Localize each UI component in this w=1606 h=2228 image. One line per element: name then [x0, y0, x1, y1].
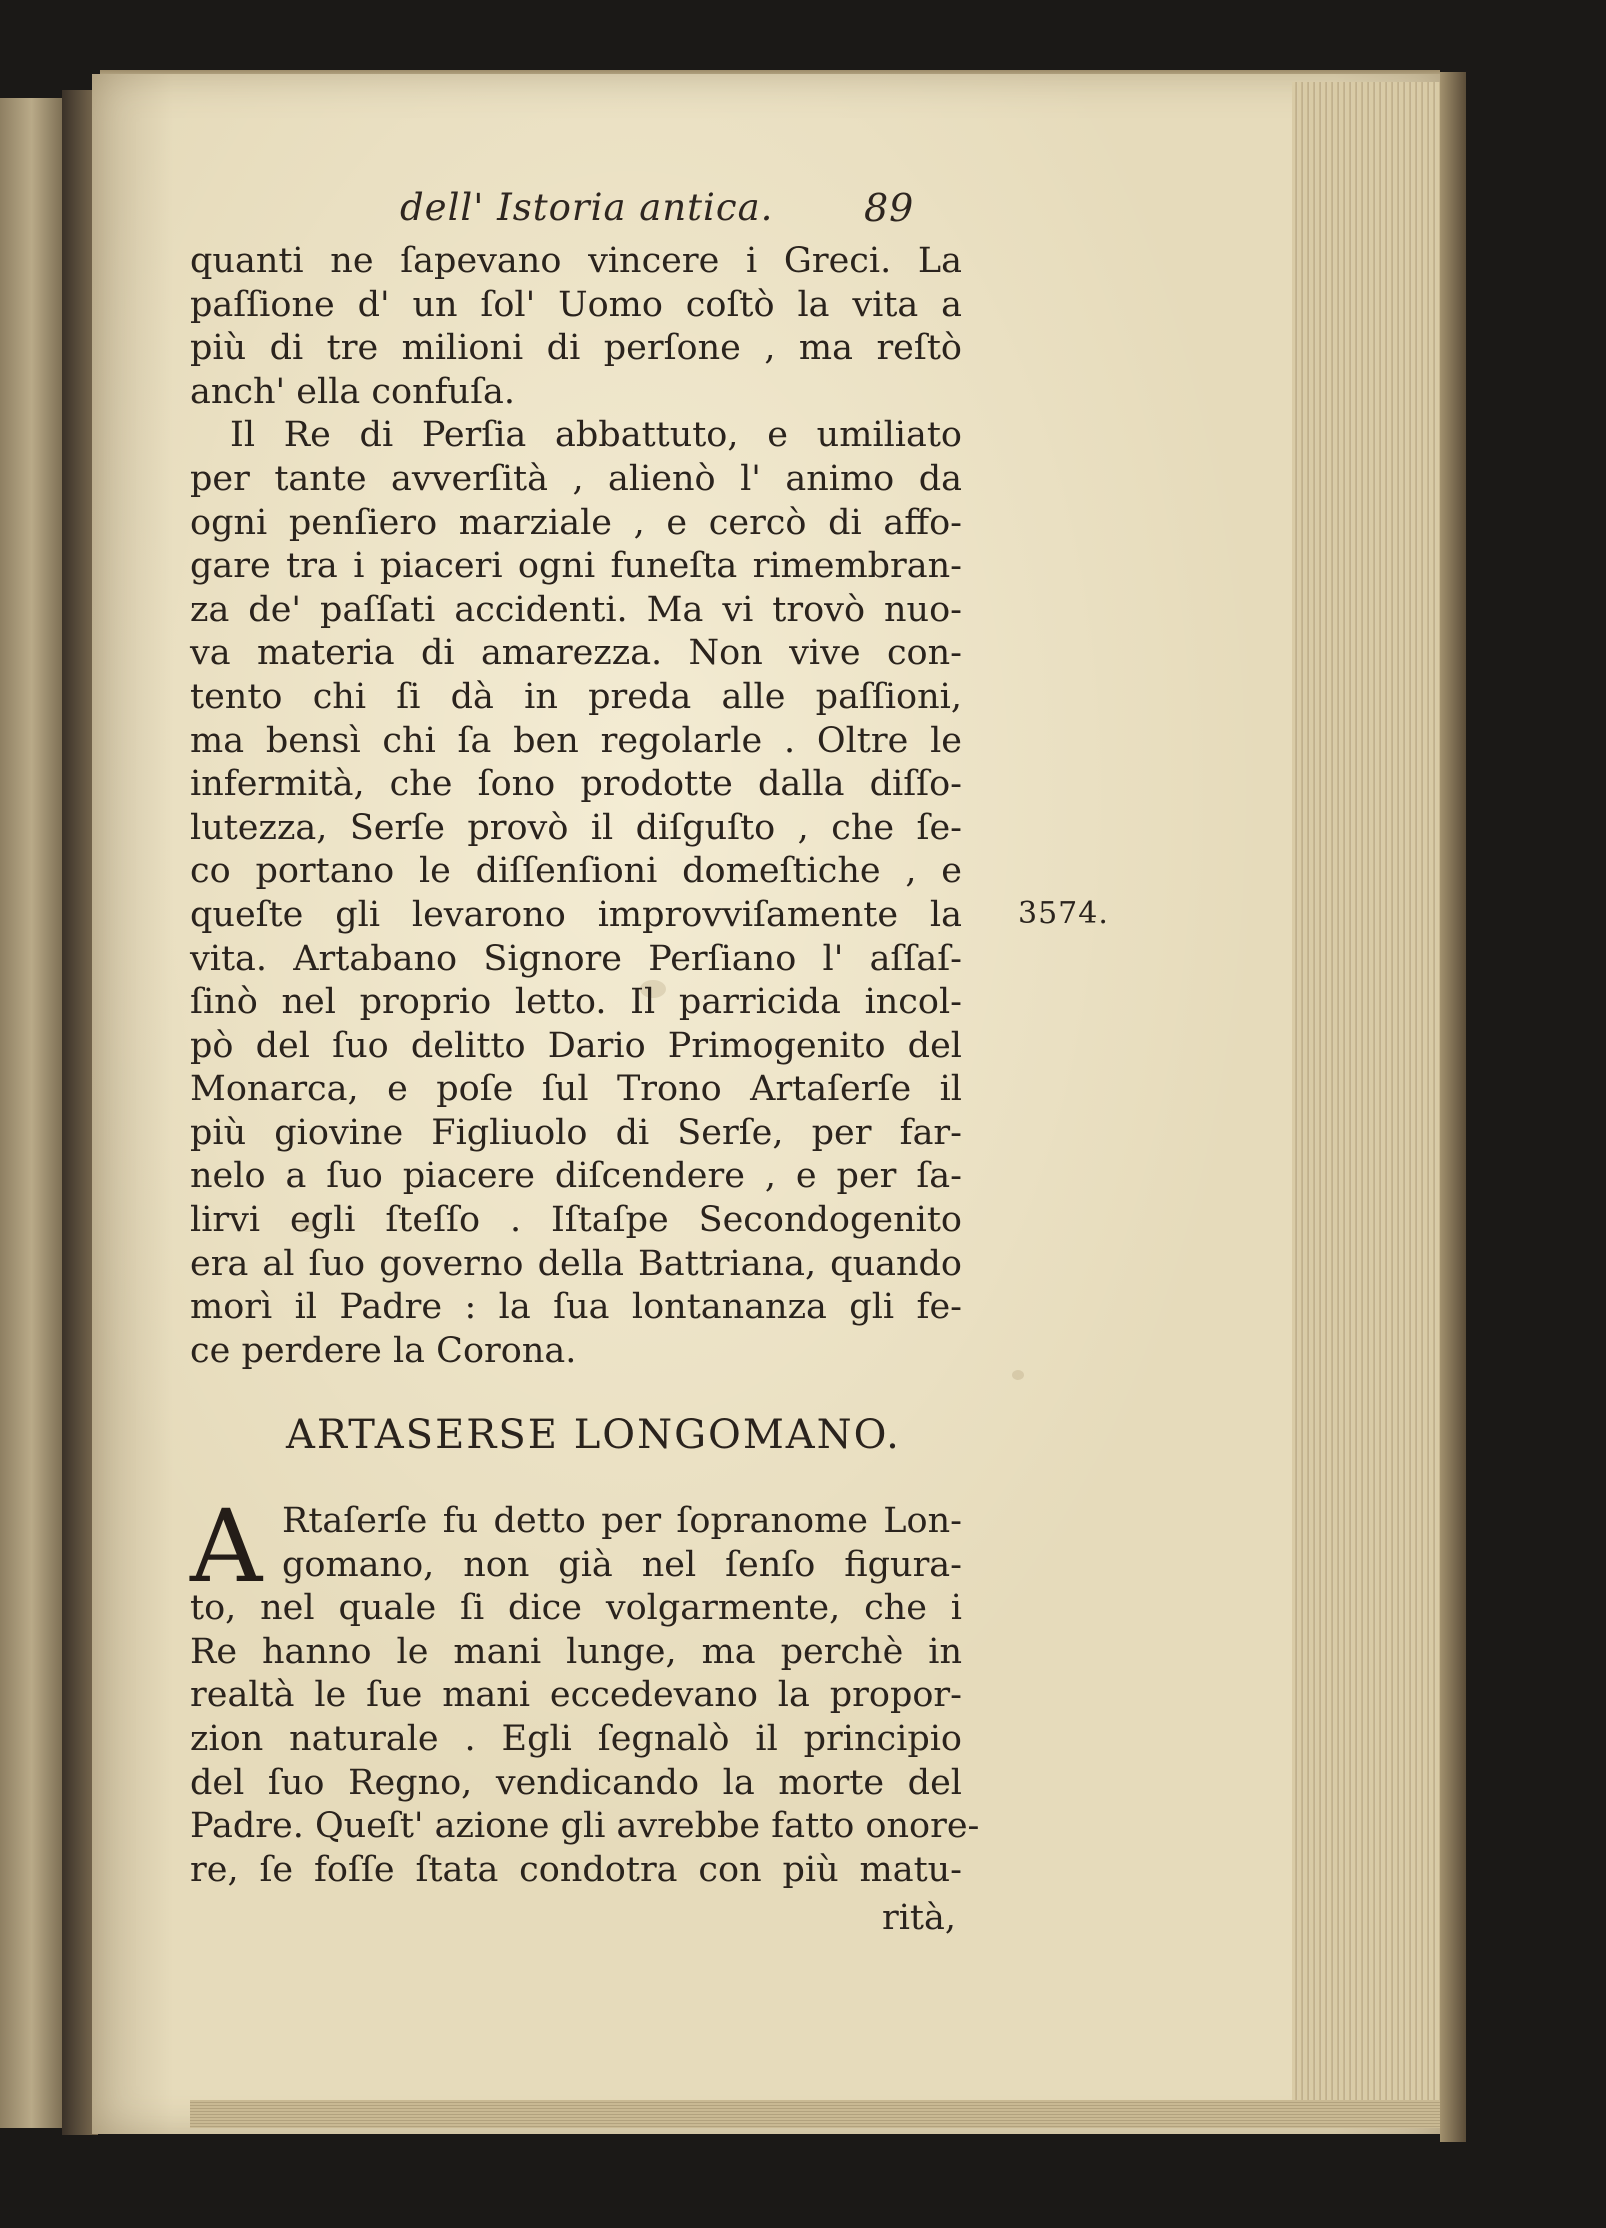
text-line: nelo a ſuo piacere diſcendere , e per ſa- [190, 1156, 962, 1197]
text-line: tento chi ſi dà in preda alle paſſioni, [190, 676, 962, 717]
text-line: Rtaſerſe fu detto per ſopranome Lon- [282, 1501, 962, 1541]
text-line: realtà le ſue mani eccedevano la propor- [190, 1675, 962, 1716]
text-line: co portano le diſſenſioni domeſtiche , e [190, 851, 962, 892]
margin-year-note: 3574. [1018, 896, 1109, 931]
text-line: lirvi egli ſteſſo . Iſtaſpe Secondogenito [190, 1200, 962, 1241]
text-line: quanti ne ſapevano vincere i Greci. La [190, 241, 962, 281]
text-line: gare tra i piaceri ogni funeſta rimembran- [190, 546, 962, 587]
section-title: ARTASERSE LONGOMANO. [286, 1412, 901, 1458]
running-head-title: dell' Istoria antica. [400, 186, 774, 229]
facing-page-edge [0, 98, 70, 2128]
text-line: ce perdere la Corona. [190, 1330, 577, 1371]
text-line: Monarca, e poſe ſul Trono Artaſerſe il [190, 1069, 962, 1110]
text-line: re, ſe foſſe ſtata condotra con più matu- [190, 1849, 962, 1890]
text-line: vita. Artabano Signore Perſiano l' aſſaſ- [190, 938, 962, 979]
text-line: zion naturale . Egli ſegnalò il principio [190, 1718, 962, 1759]
text-line: Padre. Queſt' azione gli avrebbe fatto onore- [190, 1806, 980, 1847]
text-line: Re hanno le mani lunge, ma perchè in [190, 1631, 962, 1672]
text-line: ſinò nel proprio letto. Il parricida incol- [190, 982, 962, 1023]
drop-cap: A [190, 1488, 263, 1605]
text-line: ma bensì chi ſa ben regolarle . Oltre le [190, 720, 962, 761]
text-line: più giovine Figliuolo di Serſe, per far- [190, 1112, 962, 1153]
page-number: 89 [864, 186, 915, 230]
text-line: paſſione d' un ſol' Uomo coſtò la vita a [190, 284, 962, 325]
text-line: queſte gli levarono improvviſamente la [190, 894, 962, 935]
text-line: morì il Padre : la ſua lontananza gli fe- [190, 1287, 962, 1328]
body-text [190, 240, 962, 1373]
cover-board [1440, 72, 1466, 2142]
foxing-spot [1012, 1370, 1024, 1380]
text-line: anch' ella confuſa. [190, 371, 516, 412]
book-bottom-edge [190, 2100, 1440, 2128]
text-line: infermità, che ſono prodotte dalla diſſo- [190, 764, 962, 805]
text-line: za de' paſſati accidenti. Ma vi trovò nuo- [190, 589, 962, 630]
text-line: del ſuo Regno, vendicando la morte del [190, 1762, 962, 1803]
text-line: ogni penſiero marziale , e cercò di affo- [190, 502, 962, 543]
text-line: to, nel quale ſi dice volgarmente, che i [190, 1588, 962, 1629]
text-line: Il Re di Perſia abbattuto, e umiliato [230, 415, 962, 456]
catchword: rità, [882, 1898, 956, 1938]
text-line: per tante avverſità , alienò l' animo da [190, 458, 962, 499]
text-line: gomano, non già nel ſenſo figura- [282, 1544, 962, 1585]
text-line: più di tre milioni di perſone , ma reſtò [190, 328, 962, 369]
text-line: lutezza, Serſe provò il diſguſto , che ſe- [190, 807, 962, 848]
text-line: va materia di amarezza. Non vive con- [190, 633, 962, 674]
text-line: pò del ſuo delitto Dario Primogenito del [190, 1025, 962, 1066]
running-head [400, 186, 960, 246]
text-line: era al ſuo governo della Battriana, quando [190, 1243, 962, 1284]
chapter-body [190, 1488, 980, 1892]
